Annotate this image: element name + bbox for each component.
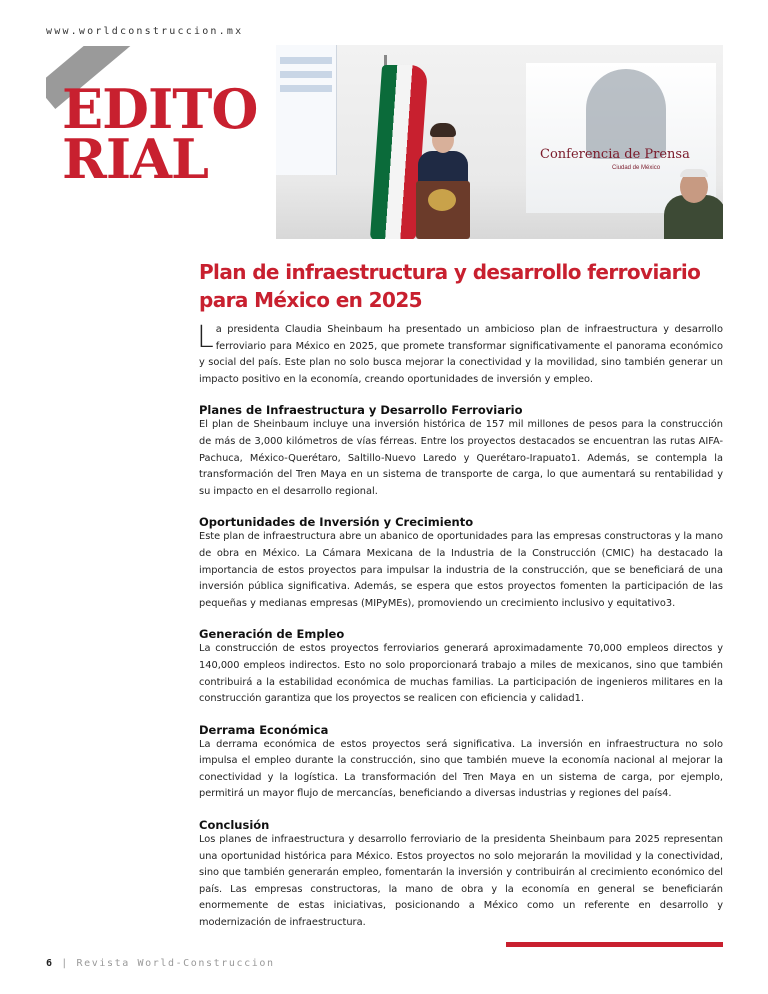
section-body-derrama: La derrama económica de estos proyectos será significativa. La inversión en infraestructura no solo impulsa el empleo durante la construcción, sino que también mueve la economía nacional al mejorar la conectividad y la logística. La transformación del Tren Maya en un sistema de carga, por ejemplo, permitirá un mayor flujo de mercancías, beneficiando a diversas industrias y regiones del país4. — [199, 738, 723, 800]
section-body-conclusion: Los planes de infraestructura y desarrollo ferroviario de la presidenta Sheinbaum para 2025 representan una oportunidad histórica para México. Estos proyectos no solo mejorarán la movilidad y la conectividad, sino que también generarán empleo, fomentarán la inversión y contribuirán al crecimiento económico del país. Las empresas constructoras, la mano de obra y la economía en general se beneficiarán enormemente de estas iniciativas, posicionando a México como un referente en desarrollo y modernización de infraestructura. — [199, 834, 723, 929]
article-intro — [199, 322, 723, 388]
display-screen — [276, 45, 337, 175]
drop-cap: L — [197, 320, 214, 355]
section-title-line1: EDITO — [62, 77, 258, 141]
podium-seal-icon — [428, 189, 456, 211]
section-heading-derrama: Derrama Económica — [199, 722, 329, 737]
section-title — [62, 77, 258, 191]
section-title-line2: RIAL — [62, 127, 209, 191]
section-heading-empleo: Generación de Empleo — [199, 627, 345, 642]
section-body-inversion: Este plan de infraestructura abre un abanico de oportunidades para las empresas constructoras y la mano de obra en México. La Cámara Mexicana de la Industria de la Construcción (CMIC) ha destacado la importancia de estos proyectos para impulsar la industria de la construcción, que se beneficiará de una inversión pública significativa. Además, se espera que estos proyectos fomenten la participación de las pequeñas y medianas empresas (MIPyMEs), promoviendo un crecimiento inclusivo y equitativo3. — [199, 531, 723, 609]
section-heading-inversion: Oportunidades de Inversión y Crecimiento — [199, 515, 474, 530]
article-title: Plan de infraestructura y desarrollo ferroviario para México en 2025 — [199, 260, 701, 312]
page-footer — [46, 958, 275, 969]
article-body — [199, 322, 723, 932]
footer-accent-rule — [506, 942, 723, 947]
page-number: 6 — [46, 958, 54, 969]
section-heading-conclusion: Conclusión — [199, 818, 270, 833]
footer-separator: | — [61, 958, 69, 969]
banner-subtitle: Ciudad de México — [612, 165, 661, 171]
section-heading-infraestructura: Planes de Infraestructura y Desarrollo Ferroviario — [199, 403, 523, 418]
section-body-empleo: La construcción de estos proyectos ferroviarios generará aproximadamente 70,000 empleos directos y 140,000 empleos indirectos. Esto no solo proporcionará trabajo a miles de mexicanos, sino que también contribuirá a la estabilidad económica de muchas familias. La participación de ingenieros militares en la construcción garantiza que los proyectos se realicen con eficiencia y calidad1. — [199, 643, 723, 705]
intro-text: a presidenta Claudia Sheinbaum ha presentado un ambicioso plan de infraestructura y desarrollo ferroviario para México en 2025, que promete transformar significativamente el panorama económico y social del país. Este plan no solo busca mejorar la conectividad y la movilidad, sino también generar un impacto positivo en la economía, creando oportunidades de inversión y empleo. — [199, 324, 723, 385]
section-body-infraestructura: El plan de Sheinbaum incluye una inversión histórica de 157 mil millones de pesos para la construcción de más de 3,000 kilómetros de vías férreas. Entre los proyectos destacados se encuentran las rutas AIFA-Pachuca, México-Querétaro, Saltillo-Nuevo Laredo y Querétaro-Irapuato1. Además, se contempla la transformación del Tren Maya en un sistema de transporte de carga, lo que aumentará su rentabilidad y su impacto en el desarrollo regional. — [199, 419, 723, 497]
publication-name: Revista World-Construccion — [76, 958, 275, 969]
press-conference-photo — [276, 45, 723, 239]
site-url[interactable]: www.worldconstruccion.mx — [46, 26, 244, 37]
banner-title: Conferencia de Prensa — [540, 147, 690, 162]
